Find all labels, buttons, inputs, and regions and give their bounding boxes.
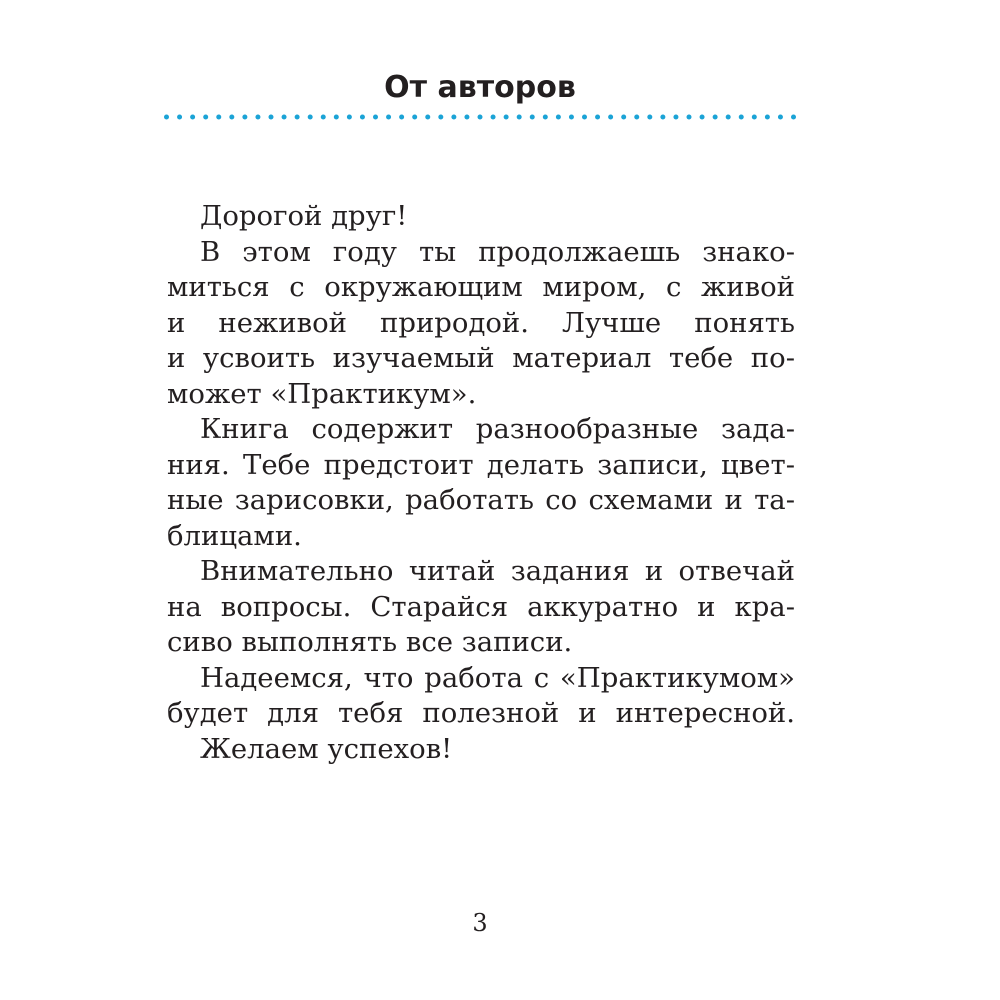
divider-dot [386,115,391,120]
body-line: Надеемся, что работа с «Практикумом» [200,661,795,694]
divider-dot [752,115,757,120]
divider-dot [621,115,626,120]
page-title: От авторов [384,70,576,105]
divider-dot [412,115,417,120]
divider-dot [700,115,705,120]
divider-dot [464,115,469,120]
body-line: Книга содержит разнообразные зада- [200,413,795,445]
divider-dot [295,115,300,120]
page-number: 3 [472,909,488,937]
divider-dot [177,115,182,120]
body-line: Желаем успехов! [200,732,453,765]
divider-dot [517,115,522,120]
divider-dot [269,115,274,120]
divider-dot [660,115,665,120]
divider-dot [216,115,221,120]
divider-dot [347,115,352,120]
divider-dot [504,115,509,120]
divider-dot [360,115,365,120]
divider-dot [765,115,770,120]
divider-dot [713,115,718,120]
body-line: будет для тебя полезной и интересной. [167,697,795,729]
divider-dot [203,115,208,120]
divider-dot [451,115,456,120]
divider-dot [164,115,169,120]
body-line: миться с окружающим миром, с живой [167,271,795,303]
divider-dot [726,115,731,120]
body-line: Внимательно читай задания и отвечай [200,555,795,587]
divider-dot [569,115,574,120]
divider-dot [478,115,483,120]
body-line: блицами. [167,519,302,552]
divider-dot [608,115,613,120]
divider-dot [425,115,430,120]
divider-dot [543,115,548,120]
body-line: может «Практикум». [167,377,477,410]
body-line: Дорогой друг! [200,200,408,232]
divider-dot [399,115,404,120]
divider-dot [190,115,195,120]
divider-dot [373,115,378,120]
divider-dot [647,115,652,120]
body-line: В этом году ты продолжаешь знако- [200,235,795,268]
body-line: ния. Тебе предстоит делать записи, цвет- [167,448,795,481]
divider-dot [634,115,639,120]
divider-dot [673,115,678,120]
divider-dot [778,115,783,120]
divider-dot [739,115,744,120]
divider-dot [242,115,247,120]
divider-dot [308,115,313,120]
divider-dot [255,115,260,120]
divider-dot [491,115,496,120]
body-line: и неживой природой. Лучше понять [167,306,795,339]
body-line: ные зарисовки, работать со схемами и та- [167,484,795,516]
divider-dot [556,115,561,120]
divider-dot [530,115,535,120]
divider-dot [582,115,587,120]
body-line: на вопросы. Старайся аккуратно и кра- [167,590,795,623]
letter-body [167,199,795,767]
divider-dot [595,115,600,120]
divider-dot [334,115,339,120]
divider-dot [282,115,287,120]
divider-dot [321,115,326,120]
divider-dot [229,115,234,120]
dotted-divider [164,112,796,122]
body-line: и усвоить изучаемый материал тебе по- [167,342,795,374]
divider-dot [687,115,692,120]
body-line: сиво выполнять все записи. [167,626,573,658]
divider-dot [438,115,443,120]
divider-dot [791,115,796,120]
